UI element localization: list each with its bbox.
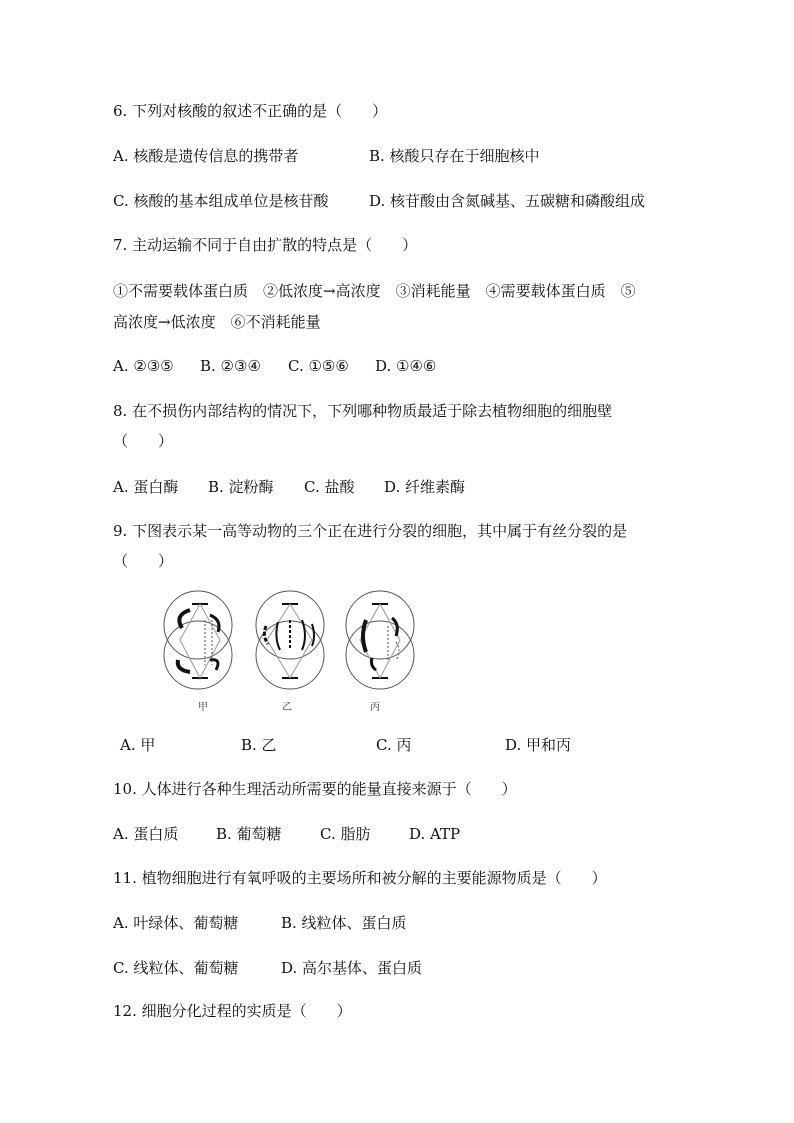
fig-label-jia: 甲 <box>198 702 208 713</box>
q6-option-c: C. 核酸的基本组成单位是核苷酸 <box>113 192 329 210</box>
q11-option-d: D. 高尔基体、蛋白质 <box>281 959 423 977</box>
q11-option-a: A. 叶绿体、葡萄糖 <box>113 914 239 932</box>
q7-option-d: D. ①④⑥ <box>375 357 437 375</box>
q7-items-line2: 高浓度→低浓度 ⑥不消耗能量 <box>113 313 321 331</box>
q10-option-d: D. ATP <box>409 825 461 843</box>
q6-stem: 6. 下列对核酸的叙述不正确的是（ ） <box>113 102 388 120</box>
cell-yi <box>256 591 324 689</box>
q10-option-c: C. 脂肪 <box>320 825 371 843</box>
q10-stem: 10. 人体进行各种生理活动所需要的能量直接来源于（ ） <box>113 780 517 798</box>
fig-label-yi: 乙 <box>282 702 292 713</box>
q10-option-b: B. 葡萄糖 <box>216 825 282 843</box>
q9-option-a: A. 甲 <box>120 736 156 754</box>
q11-option-b: B. 线粒体、蛋白质 <box>281 914 407 932</box>
q8-option-d: D. 纤维素酶 <box>384 478 466 496</box>
fig-label-bing: 丙 <box>370 702 380 713</box>
q6-option-a: A. 核酸是遗传信息的携带者 <box>113 147 299 165</box>
q9-stem-line1: 9. 下图表示某一高等动物的三个正在进行分裂的细胞，其中属于有丝分裂的是 <box>113 522 628 540</box>
q7-stem: 7. 主动运输不同于自由扩散的特点是（ ） <box>113 236 418 254</box>
q7-option-c: C. ①⑤⑥ <box>288 357 349 375</box>
q6-option-b: B. 核酸只存在于细胞核中 <box>369 147 540 165</box>
q9-stem-line2: （ ） <box>113 552 174 570</box>
q11-stem: 11. 植物细胞进行有氧呼吸的主要场所和被分解的主要能源物质是（ ） <box>113 869 607 887</box>
cell-jia <box>164 591 232 689</box>
cell-division-figure <box>160 590 420 720</box>
q8-stem-line1: 8. 在不损伤内部结构的情况下，下列哪种物质最适于除去植物细胞的细胞壁 <box>113 402 613 420</box>
q8-option-c: C. 盐酸 <box>304 478 355 496</box>
q9-option-b: B. 乙 <box>241 736 277 754</box>
q10-option-a: A. 蛋白质 <box>113 825 179 843</box>
q12-stem: 12. 细胞分化过程的实质是（ ） <box>113 1002 352 1020</box>
q7-option-b: B. ②③④ <box>200 357 261 375</box>
q8-stem-line2: （ ） <box>113 432 174 450</box>
q6-option-d: D. 核苷酸由含氮碱基、五碳糖和磷酸组成 <box>369 192 646 210</box>
q11-option-c: C. 线粒体、葡萄糖 <box>113 959 239 977</box>
cell-division-diagram <box>160 590 420 720</box>
q9-option-c: C. 丙 <box>376 736 412 754</box>
cell-bing <box>346 591 414 689</box>
q9-option-d: D. 甲和丙 <box>505 736 572 754</box>
q7-items-line1: ①不需要载体蛋白质 ②低浓度→高浓度 ③消耗能量 ④需要载体蛋白质 ⑤ <box>113 282 636 300</box>
q8-option-a: A. 蛋白酶 <box>113 478 179 496</box>
q8-option-b: B. 淀粉酶 <box>208 478 274 496</box>
q7-option-a: A. ②③⑤ <box>113 357 174 375</box>
